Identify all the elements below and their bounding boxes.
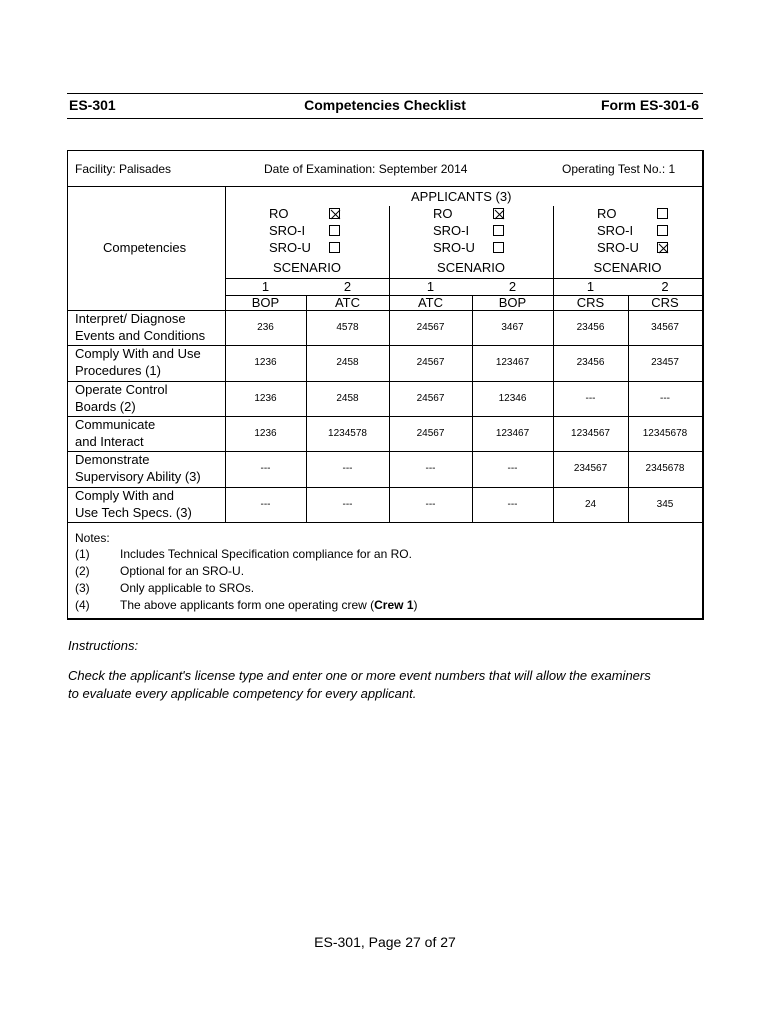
scenario-name: BOP [251, 295, 280, 310]
event-numbers-cell: --- [342, 498, 353, 510]
scenario-number: 1 [426, 279, 435, 294]
event-numbers-cell: 23456 [576, 322, 605, 333]
event-numbers-cell: 123467 [495, 427, 530, 439]
instructions-line-2: to evaluate every applicable competency for every applicant. [68, 686, 417, 701]
event-numbers-cell: 4578 [336, 322, 359, 333]
license-label: SRO-I [269, 223, 306, 238]
checkbox-icon [329, 225, 340, 236]
event-numbers-cell: 24 [584, 498, 597, 510]
scenario-number: 1 [586, 279, 595, 294]
competency-name-line-1: Communicate [75, 416, 156, 432]
scenario-label: SCENARIO [437, 260, 505, 275]
checked-box-icon [657, 242, 668, 253]
event-numbers-cell: --- [425, 463, 436, 475]
scenario-number: 1 [261, 279, 270, 294]
checkbox-icon [657, 225, 668, 236]
event-numbers-cell: 3467 [501, 322, 524, 333]
checkbox-icon [493, 225, 504, 236]
operating-test-field: Operating Test No.: 1 [562, 162, 676, 176]
event-numbers-cell: 2345678 [645, 463, 685, 475]
note-number: (3) [75, 581, 90, 595]
scenario-number: 2 [343, 279, 352, 294]
event-numbers-cell: 1234578 [328, 427, 367, 439]
scenario-label: SCENARIO [593, 260, 662, 275]
exam-date-field: Date of Examination: September 2014 [264, 162, 468, 176]
note-text: Includes Technical Specification compliance for an RO. [120, 547, 412, 561]
event-numbers-cell: 12346 [498, 392, 527, 404]
checked-box-icon [493, 208, 504, 219]
competency-name-line-2: Events and Conditions [75, 328, 206, 343]
event-numbers-cell: --- [260, 463, 271, 475]
note-text [120, 598, 418, 612]
note-text: Only applicable to SROs. [120, 581, 255, 595]
crew-label: Crew 1 [374, 598, 414, 612]
license-label: RO [269, 206, 289, 221]
event-numbers-cell: 34567 [651, 322, 679, 333]
event-numbers-cell: 23457 [651, 357, 679, 369]
grid-line [68, 522, 702, 523]
event-numbers-cell: 24567 [416, 427, 445, 439]
event-numbers-cell: 24567 [416, 322, 445, 333]
event-numbers-cell: --- [660, 392, 670, 404]
event-numbers-cell: 123467 [495, 357, 530, 369]
scenario-name: CRS [651, 295, 679, 310]
instructions-line-1: Check the applicant's license type and enter one or more event numbers that will allow the examiners [68, 668, 651, 683]
competency-name-line-1: Interpret/ Diagnose [75, 311, 186, 326]
license-label: SRO-I [597, 223, 634, 238]
scenario-label: SCENARIO [273, 260, 341, 275]
note-number: (2) [75, 564, 90, 578]
event-numbers-cell: --- [260, 498, 271, 510]
event-numbers-cell: 345 [656, 498, 674, 510]
event-numbers-cell: 1236 [254, 357, 277, 369]
checkbox-icon [657, 208, 668, 219]
scenario-name: CRS [576, 295, 605, 310]
event-numbers-cell: --- [507, 463, 518, 475]
checkbox-icon [493, 242, 504, 253]
license-label: SRO-U [597, 240, 639, 255]
note-number: (1) [75, 547, 90, 561]
license-label: SRO-U [433, 240, 475, 255]
grid-line [68, 451, 702, 452]
event-numbers-cell: 1236 [254, 392, 277, 404]
event-numbers-cell: 24567 [416, 392, 445, 404]
event-numbers-cell: 23456 [576, 357, 605, 369]
event-numbers-cell: --- [425, 498, 436, 510]
form-title: Competencies Checklist [304, 97, 466, 113]
checked-box-icon [329, 208, 340, 219]
facility-field: Facility: Palisades [75, 162, 172, 176]
grid-line [68, 416, 702, 417]
event-numbers-cell: 1236 [254, 427, 277, 439]
competency-name-line-2: Procedures (1) [75, 363, 161, 379]
event-numbers-cell: 2458 [336, 392, 359, 404]
instructions-title: Instructions: [68, 638, 139, 653]
competency-name-line-2: Boards (2) [75, 398, 136, 414]
scenario-name: BOP [498, 295, 527, 310]
license-label: RO [433, 206, 453, 221]
checklist-table [67, 150, 704, 620]
note-text: Optional for an SRO-U. [120, 564, 245, 578]
competencies-header: Competencies [103, 240, 187, 255]
event-numbers-cell: 24567 [416, 357, 445, 369]
form-id: ES-301 [69, 97, 116, 113]
event-numbers-cell: 234567 [573, 463, 608, 475]
note-number: (4) [75, 598, 90, 612]
checkbox-icon [329, 242, 340, 253]
note-text-part: The above applicants form one operating crew ( [120, 598, 375, 612]
license-label: RO [597, 206, 617, 221]
notes-title: Notes: [75, 531, 110, 545]
competency-name-line-1: Comply With and Use [75, 346, 201, 362]
scenario-number: 2 [661, 279, 669, 294]
event-numbers-cell: --- [342, 463, 353, 475]
competency-name-line-1: Demonstrate [75, 452, 150, 468]
event-numbers-cell: 2458 [336, 357, 359, 369]
scenario-name: ATC [334, 295, 361, 310]
competency-name-line-2: Use Tech Specs. (3) [75, 504, 192, 520]
applicants-header: APPLICANTS (3) [411, 189, 512, 204]
event-numbers-cell: --- [507, 498, 518, 510]
competency-name-line-1: Comply With and [75, 487, 174, 503]
event-numbers-cell: 1234567 [571, 427, 610, 439]
license-label: SRO-U [269, 240, 311, 255]
event-numbers-cell: 12345678 [642, 427, 688, 439]
event-numbers-cell: --- [585, 392, 596, 404]
page-footer: ES-301, Page 27 of 27 [314, 934, 456, 950]
form-number: Form ES-301-6 [600, 97, 699, 113]
event-numbers-cell: 236 [257, 322, 274, 333]
competency-name-line-2: and Interact [75, 433, 144, 449]
form-header [67, 93, 703, 119]
scenario-name: ATC [417, 295, 444, 310]
competency-name-line-1: Operate Control [75, 381, 168, 397]
competency-name-line-2: Supervisory Ability (3) [75, 469, 201, 485]
scenario-number: 2 [508, 279, 517, 294]
note-text-part: ) [413, 598, 418, 612]
license-label: SRO-I [433, 223, 470, 238]
